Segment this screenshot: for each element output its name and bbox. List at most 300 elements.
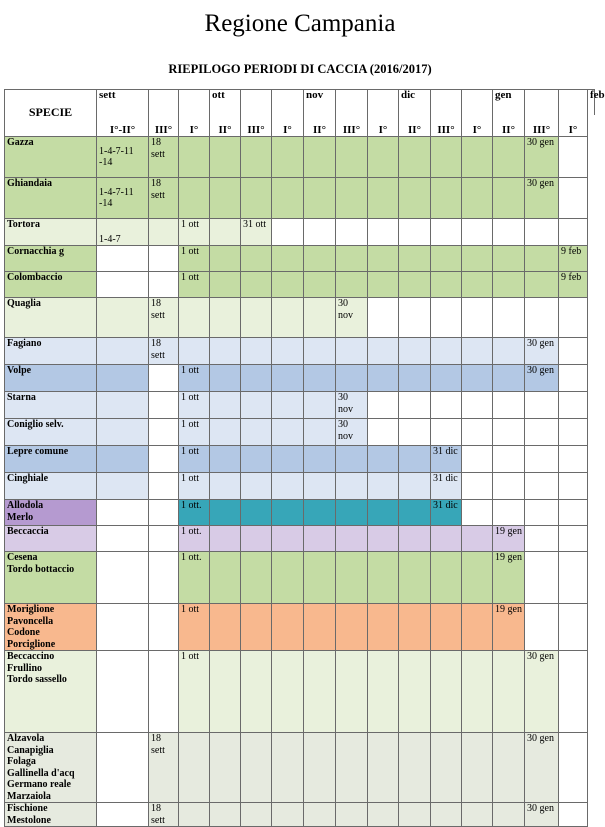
- period-cell: [241, 137, 272, 178]
- period-cell: [272, 500, 304, 526]
- species-label: Codone: [7, 627, 40, 638]
- period-cell: [272, 246, 304, 272]
- period-cell: [399, 526, 431, 552]
- period-cell: [462, 392, 493, 419]
- period-cell: [210, 392, 241, 419]
- species-label: Fischione: [7, 803, 48, 814]
- period-cell: [241, 500, 272, 526]
- species-name: [5, 338, 97, 365]
- period-cell: [399, 803, 431, 827]
- period-cell: [97, 803, 149, 827]
- period-cell: [431, 137, 462, 178]
- period-cell: [241, 298, 272, 338]
- period-cell: [431, 526, 462, 552]
- period-cell: [559, 419, 588, 446]
- period-cell: [559, 219, 588, 246]
- period-cell: [525, 604, 559, 651]
- period-cell: [336, 500, 368, 526]
- period-cell: [97, 733, 149, 803]
- species-label: Merlo: [7, 511, 34, 523]
- period-cell: 1 ott: [179, 272, 210, 298]
- period-cell: [336, 178, 368, 219]
- period-cell: [336, 272, 368, 298]
- period-cell: [272, 446, 304, 473]
- header-period: II°: [210, 115, 241, 137]
- period-cell: [272, 178, 304, 219]
- period-cell: [462, 500, 493, 526]
- period-cell: [368, 733, 399, 803]
- period-cell: [210, 298, 241, 338]
- period-cell: [559, 446, 588, 473]
- species-label: Tordo sassello: [7, 674, 67, 685]
- period-cell: [525, 246, 559, 272]
- species-row: [5, 419, 595, 446]
- period-cell: 18 sett: [149, 338, 179, 365]
- species-name: [5, 392, 97, 419]
- period-cell: [399, 365, 431, 392]
- species-label: Lepre comune: [7, 446, 69, 457]
- period-cell: [97, 272, 149, 298]
- species-name: [5, 446, 97, 473]
- period-cell: [241, 246, 272, 272]
- species-row: [5, 137, 595, 178]
- period-cell: [179, 178, 210, 219]
- period-cell: [241, 338, 272, 365]
- period-cell: [368, 219, 399, 246]
- species-label: Germano reale: [7, 779, 71, 790]
- period-cell: 1 ott.: [179, 552, 210, 604]
- period-cell: [525, 473, 559, 500]
- period-cell: [179, 733, 210, 803]
- period-cell: 30 nov: [336, 392, 368, 419]
- species-name: [5, 246, 97, 272]
- period-cell: [336, 446, 368, 473]
- species-row: [5, 298, 595, 338]
- period-cell: [462, 526, 493, 552]
- period-cell: [525, 552, 559, 604]
- species-name: [5, 272, 97, 298]
- period-cell: [525, 392, 559, 419]
- period-cell: [336, 651, 368, 733]
- period-cell: 19 gen: [493, 604, 525, 651]
- period-cell: [241, 803, 272, 827]
- header-month: [149, 90, 179, 115]
- species-label: Volpe: [7, 365, 32, 376]
- species-name: [5, 219, 97, 246]
- period-cell: [431, 803, 462, 827]
- species-row: [5, 365, 595, 392]
- period-cell: 9 feb: [559, 246, 588, 272]
- period-cell: [559, 338, 588, 365]
- period-cell: [97, 365, 149, 392]
- species-name: [5, 733, 97, 803]
- period-cell: 30 nov: [336, 419, 368, 446]
- period-cell: [210, 219, 241, 246]
- period-cell: [368, 246, 399, 272]
- period-cell: [336, 733, 368, 803]
- species-name: [5, 419, 97, 446]
- period-cell: [559, 651, 588, 733]
- header-month: [462, 90, 493, 115]
- period-cell: [368, 552, 399, 604]
- header-period: II°: [304, 115, 336, 137]
- header-period: I°: [462, 115, 493, 137]
- period-cell: [272, 552, 304, 604]
- period-cell: [97, 651, 149, 733]
- period-cell: [272, 803, 304, 827]
- species-label: Gazza: [7, 137, 34, 148]
- period-cell: [399, 219, 431, 246]
- period-cell: 31 dic: [431, 500, 462, 526]
- species-label: Tortora: [7, 219, 40, 230]
- period-cell: [493, 338, 525, 365]
- period-cell: [210, 803, 241, 827]
- period-cell: [399, 338, 431, 365]
- period-cell: [149, 272, 179, 298]
- period-cell: [431, 178, 462, 219]
- period-cell: [462, 365, 493, 392]
- species-row: [5, 526, 595, 552]
- period-cell: [399, 246, 431, 272]
- species-name: [5, 526, 97, 552]
- period-cell: [462, 338, 493, 365]
- species-label: Cesena: [7, 552, 38, 563]
- period-cell: [431, 604, 462, 651]
- period-cell: [272, 733, 304, 803]
- period-cell: [272, 604, 304, 651]
- period-cell: [493, 419, 525, 446]
- period-cell: [462, 651, 493, 733]
- period-cell: [399, 272, 431, 298]
- period-cell: [399, 733, 431, 803]
- header-month: nov: [304, 90, 336, 115]
- period-cell: [97, 473, 149, 500]
- period-cell: [97, 446, 149, 473]
- period-cell: [368, 298, 399, 338]
- species-label: Tordo bottaccio: [7, 563, 75, 575]
- period-cell: [462, 604, 493, 651]
- species-row: [5, 803, 595, 827]
- period-cell: [149, 246, 179, 272]
- period-cell: [304, 446, 336, 473]
- header-month: [559, 90, 588, 115]
- species-label: Alzavola: [7, 733, 45, 744]
- period-cell: [493, 446, 525, 473]
- period-cell: [304, 733, 336, 803]
- period-cell: [368, 446, 399, 473]
- period-cell: 18 sett: [149, 137, 179, 178]
- period-cell: 31 dic: [431, 473, 462, 500]
- period-cell: 30 gen: [525, 733, 559, 803]
- period-cell: [336, 338, 368, 365]
- period-cell: [241, 419, 272, 446]
- period-cell: [272, 272, 304, 298]
- period-cell: [493, 365, 525, 392]
- period-cell: [97, 419, 149, 446]
- header-month: [525, 90, 559, 115]
- period-cell: [241, 392, 272, 419]
- period-cell: [493, 733, 525, 803]
- period-cell: [210, 272, 241, 298]
- header-month: [241, 90, 272, 115]
- period-cell: [493, 803, 525, 827]
- period-cell: [368, 178, 399, 219]
- period-cell: [431, 365, 462, 392]
- header-period: I°: [559, 115, 588, 137]
- species-name: [5, 365, 97, 392]
- period-cell: [368, 419, 399, 446]
- period-cell: [97, 552, 149, 604]
- period-cell: [272, 473, 304, 500]
- hunting-periods-table: [4, 89, 605, 827]
- period-cell: [431, 246, 462, 272]
- period-cell: [210, 338, 241, 365]
- period-cell: [272, 419, 304, 446]
- period-cell: [97, 500, 149, 526]
- period-cell: [304, 473, 336, 500]
- period-cell: [462, 733, 493, 803]
- period-cell: [336, 246, 368, 272]
- period-cell: [210, 473, 241, 500]
- period-cell: 18 sett: [149, 733, 179, 803]
- period-cell: [179, 338, 210, 365]
- species-name: [5, 298, 97, 338]
- period-cell: [210, 246, 241, 272]
- species-row: [5, 552, 595, 604]
- period-cell: 1 ott: [179, 365, 210, 392]
- period-cell: 30 gen: [525, 137, 559, 178]
- period-cell: [210, 733, 241, 803]
- header-month: [368, 90, 399, 115]
- period-cell: [149, 552, 179, 604]
- header-month: [272, 90, 304, 115]
- period-cell: [210, 526, 241, 552]
- period-cell: [559, 137, 588, 178]
- species-name: [5, 500, 97, 526]
- period-cell: [149, 219, 179, 246]
- period-cell: [368, 272, 399, 298]
- period-cell: [336, 219, 368, 246]
- period-cell: [399, 446, 431, 473]
- species-label: Gallinella d'acq: [7, 767, 75, 779]
- period-cell: [493, 272, 525, 298]
- species-label: Folaga: [7, 756, 36, 767]
- period-cell: [304, 178, 336, 219]
- period-cell: [149, 526, 179, 552]
- period-cell: [179, 803, 210, 827]
- period-cell: [368, 651, 399, 733]
- header-month: [336, 90, 368, 115]
- header-month: sett: [97, 90, 149, 115]
- period-cell: [559, 552, 588, 604]
- period-cell: [493, 219, 525, 246]
- period-cell: 18 sett: [149, 298, 179, 338]
- period-cell: 1 ott.: [179, 500, 210, 526]
- period-cell: [304, 392, 336, 419]
- header-month: [431, 90, 462, 115]
- species-label: Beccaccia: [7, 526, 49, 537]
- period-cell: [149, 651, 179, 733]
- period-cell: [399, 392, 431, 419]
- period-cell: [210, 500, 241, 526]
- species-row: [5, 473, 595, 500]
- header-period: I°-II°: [97, 115, 149, 137]
- period-cell: [336, 473, 368, 500]
- period-cell: 1 ott: [179, 604, 210, 651]
- period-cell: 30 gen: [525, 365, 559, 392]
- period-cell: [462, 803, 493, 827]
- period-cell: [241, 526, 272, 552]
- species-label: Beccaccino: [7, 651, 55, 662]
- period-cell: [336, 803, 368, 827]
- period-cell: 31 dic: [431, 446, 462, 473]
- period-cell: [462, 446, 493, 473]
- period-cell: [149, 473, 179, 500]
- header-month: ott: [210, 90, 241, 115]
- header-period: III°: [336, 115, 368, 137]
- period-cell: [272, 365, 304, 392]
- period-cell: [431, 298, 462, 338]
- period-cell: [304, 219, 336, 246]
- header-month: dic: [399, 90, 431, 115]
- period-cell: [272, 526, 304, 552]
- period-cell: 1-4-7-11 -14: [97, 178, 149, 219]
- period-cell: 1-4-7: [97, 219, 149, 246]
- period-cell: [525, 500, 559, 526]
- period-cell: [272, 219, 304, 246]
- period-cell: [368, 392, 399, 419]
- period-cell: [493, 246, 525, 272]
- period-cell: [304, 803, 336, 827]
- period-cell: [399, 178, 431, 219]
- header-month: feb: [588, 90, 595, 115]
- period-cell: [210, 446, 241, 473]
- period-cell: [368, 526, 399, 552]
- period-cell: [493, 178, 525, 219]
- species-name: [5, 178, 97, 219]
- period-cell: [304, 338, 336, 365]
- period-cell: [272, 651, 304, 733]
- period-cell: [525, 526, 559, 552]
- period-cell: 1 ott: [179, 392, 210, 419]
- period-cell: [559, 803, 588, 827]
- species-label: Fagiano: [7, 338, 42, 349]
- species-label: Porciglione: [7, 638, 56, 650]
- header-period: III°: [149, 115, 179, 137]
- period-cell: [149, 604, 179, 651]
- period-cell: [431, 552, 462, 604]
- period-cell: 30 gen: [525, 338, 559, 365]
- period-cell: [210, 651, 241, 733]
- species-label: Ghiandaia: [7, 178, 53, 189]
- species-row: [5, 246, 595, 272]
- period-cell: [431, 272, 462, 298]
- species-name: [5, 604, 97, 651]
- header-period: III°: [431, 115, 462, 137]
- header-month: gen: [493, 90, 525, 115]
- period-cell: 30 gen: [525, 178, 559, 219]
- period-cell: [179, 298, 210, 338]
- period-cell: [179, 137, 210, 178]
- period-cell: [493, 298, 525, 338]
- header-period: III°: [525, 115, 559, 137]
- species-row: [5, 446, 595, 473]
- period-cell: [462, 219, 493, 246]
- period-cell: 19 gen: [493, 552, 525, 604]
- species-label: Quaglia: [7, 298, 41, 309]
- period-cell: [399, 552, 431, 604]
- period-cell: [210, 365, 241, 392]
- period-cell: [559, 733, 588, 803]
- species-label: Cornacchia g: [7, 246, 64, 257]
- period-cell: [241, 446, 272, 473]
- period-cell: [336, 604, 368, 651]
- period-cell: [559, 365, 588, 392]
- header-period: II°: [493, 115, 525, 137]
- period-cell: [304, 298, 336, 338]
- period-cell: [304, 526, 336, 552]
- period-cell: 30 nov: [336, 298, 368, 338]
- species-row: [5, 272, 595, 298]
- species-label: Coniglio selv.: [7, 419, 64, 430]
- period-cell: [493, 651, 525, 733]
- period-cell: [431, 338, 462, 365]
- period-cell: [304, 651, 336, 733]
- period-cell: [559, 500, 588, 526]
- species-label: Mestolone: [7, 814, 51, 826]
- header-period: I°: [368, 115, 399, 137]
- period-cell: 1 ott: [179, 473, 210, 500]
- species-name: [5, 552, 97, 604]
- period-cell: [493, 473, 525, 500]
- period-cell: [493, 500, 525, 526]
- species-row: [5, 219, 595, 246]
- period-cell: [399, 473, 431, 500]
- period-cell: [97, 392, 149, 419]
- period-cell: [399, 604, 431, 651]
- period-cell: [462, 137, 493, 178]
- period-cell: [368, 500, 399, 526]
- period-cell: 1 ott: [179, 446, 210, 473]
- period-cell: [493, 392, 525, 419]
- period-cell: [559, 604, 588, 651]
- period-cell: [210, 604, 241, 651]
- period-cell: [97, 338, 149, 365]
- period-cell: [210, 137, 241, 178]
- period-cell: [431, 219, 462, 246]
- period-cell: [368, 137, 399, 178]
- species-label: Starna: [7, 392, 36, 403]
- species-label: Cinghiale: [7, 473, 49, 484]
- period-cell: [493, 137, 525, 178]
- species-row: [5, 733, 595, 803]
- page-title: Regione Campania: [204, 10, 396, 37]
- period-cell: [462, 272, 493, 298]
- period-cell: [97, 526, 149, 552]
- period-cell: 19 gen: [493, 526, 525, 552]
- period-cell: [272, 392, 304, 419]
- species-row: [5, 338, 595, 365]
- period-cell: [559, 298, 588, 338]
- page-subtitle: RIEPILOGO PERIODI DI CACCIA (2016/2017): [168, 62, 432, 76]
- period-cell: [97, 604, 149, 651]
- species-row: [5, 651, 595, 733]
- period-cell: 1 ott: [179, 219, 210, 246]
- period-cell: [525, 219, 559, 246]
- species-name: [5, 137, 97, 178]
- species-name: [5, 473, 97, 500]
- period-cell: [399, 137, 431, 178]
